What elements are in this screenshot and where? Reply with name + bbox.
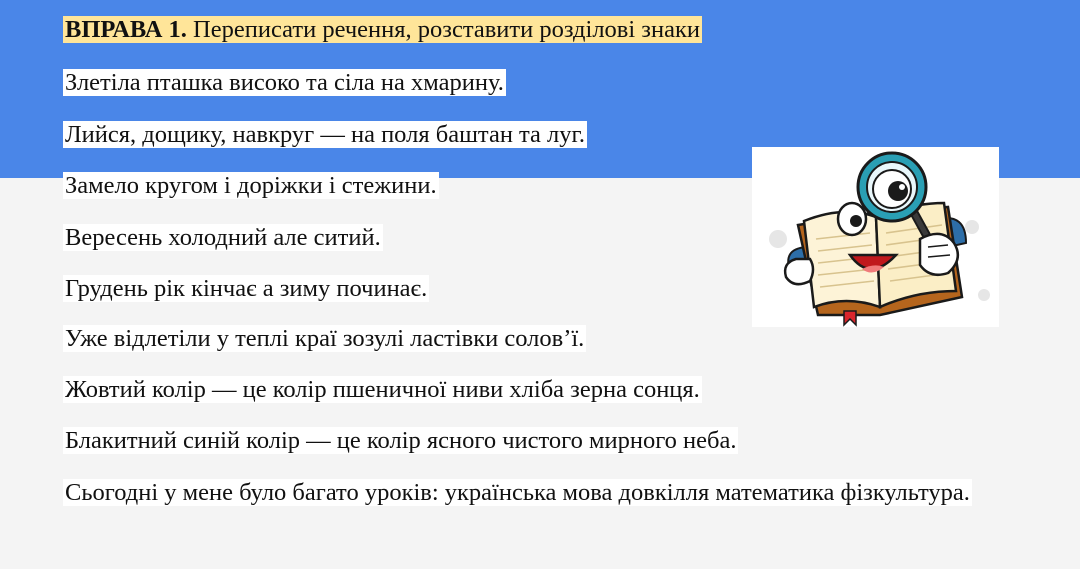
book-with-magnifying-glass-icon [752, 147, 999, 327]
sentence-4 [63, 222, 383, 254]
sentence-1 [63, 67, 506, 99]
sentence-text: Грудень рік кінчає а зиму починає. [65, 275, 428, 302]
sentence-8 [63, 425, 738, 457]
sentence-text: Жовтий колір — це колір пшеничної ниви хліба зерна сонця. [65, 376, 700, 403]
exercise-label: ВПРАВА 1. [65, 16, 187, 43]
exercise-title [63, 14, 702, 46]
sentence-text: Уже відлетіли у теплі краї зозулі ластівки солов’ї. [65, 325, 585, 352]
sentence-5 [63, 273, 429, 305]
sentence-text: Вересень холодний але ситий. [65, 224, 381, 251]
sentence-2 [63, 119, 587, 151]
sentence-9 [63, 477, 1003, 509]
sentence-text: Злетіла пташка високо та сіла на хмарину. [65, 69, 504, 96]
sentence-text: Лийся, дощику, навкруг — на поля баштан та луг. [65, 121, 585, 148]
sentence-text: Сьогодні у мене було багато уроків: українська мова довкілля математика фізкультура. [65, 479, 970, 506]
sentence-6 [63, 323, 586, 355]
sentence-7 [63, 374, 702, 406]
sentence-text: Замело кругом і доріжки і стежини. [65, 172, 437, 199]
sentence-text: Блакитний синій колір — це колір ясного чистого мирного неба. [65, 427, 737, 454]
exercise-instruction: Переписати речення, розставити розділові знаки [186, 16, 700, 43]
sentence-3 [63, 170, 439, 202]
